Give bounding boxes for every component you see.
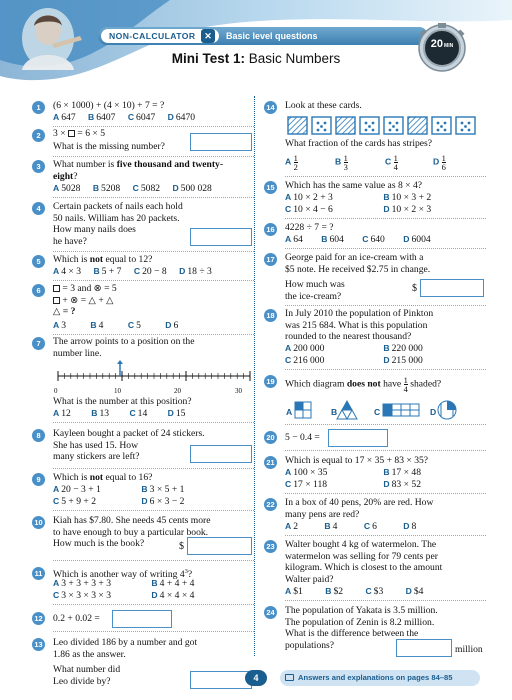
question-text: George paid for an ice-cream with a $5 note. He received $2.75 in change. How much was the ice-cream? bbox=[285, 252, 431, 302]
page-number: 4 bbox=[245, 670, 267, 686]
question-number: 3 bbox=[32, 160, 45, 173]
question-text: Which is another way of writing $4^3$? bbox=[53, 568, 193, 581]
answer-options-row2 bbox=[285, 355, 433, 366]
question-number: 23 bbox=[264, 540, 277, 553]
answer-options-row2 bbox=[53, 496, 194, 507]
option-a[interactable]: A bbox=[286, 407, 293, 417]
option-c[interactable]: C $3 bbox=[365, 586, 384, 597]
option-c[interactable]: C 17 × 118 bbox=[285, 479, 328, 490]
header bbox=[0, 0, 512, 88]
option-b[interactable]: B 5208 bbox=[92, 183, 121, 194]
blank-box-icon bbox=[68, 130, 75, 137]
cards-figure bbox=[286, 116, 486, 136]
striped-card bbox=[288, 117, 307, 134]
card-dot bbox=[461, 122, 464, 125]
question-text: Which is not equal to 12? bbox=[53, 254, 153, 265]
option-d[interactable]: D $\frac{1}{6}$ bbox=[433, 153, 446, 172]
shaded-diagrams bbox=[285, 398, 485, 422]
card-dot bbox=[444, 129, 447, 132]
option-d[interactable]: D 6 × 3 − 2 bbox=[141, 496, 185, 507]
number-line bbox=[56, 360, 252, 386]
option-c[interactable]: C 216 000 bbox=[285, 355, 325, 366]
answer-box[interactable] bbox=[187, 537, 252, 555]
diagram-b bbox=[337, 401, 357, 419]
question-number: 10 bbox=[32, 516, 45, 529]
card-dot bbox=[317, 122, 320, 125]
question-text: = 3 and ⊗ = 5 + ⊗ = △ + △ △ = ? bbox=[53, 283, 117, 317]
question-number: 15 bbox=[264, 181, 277, 194]
answer-options-row1 bbox=[285, 343, 433, 354]
page-title: Mini Test 1: Basic Numbers bbox=[171, 51, 341, 66]
option-d[interactable]: D 83 × 52 bbox=[383, 479, 422, 490]
option-c[interactable]: C $\frac{1}{4}$ bbox=[385, 153, 398, 172]
answers-reference: Answers and explanations on pages 84–85 bbox=[280, 670, 480, 686]
option-c[interactable]: C 5 bbox=[127, 320, 141, 331]
separator bbox=[285, 176, 486, 177]
million-unit: million bbox=[455, 644, 483, 655]
question-number: 16 bbox=[264, 223, 277, 236]
question-number: 22 bbox=[264, 498, 277, 511]
answer-box[interactable] bbox=[328, 429, 388, 447]
card-dot bbox=[392, 125, 395, 128]
separator bbox=[285, 369, 486, 370]
separator bbox=[53, 422, 254, 423]
card-dot bbox=[389, 122, 392, 125]
option-d[interactable]: D 10 × 2 × 3 bbox=[383, 204, 432, 215]
card-dot bbox=[365, 122, 368, 125]
option-b[interactable]: B 10 × 3 + 2 bbox=[383, 192, 432, 203]
separator bbox=[53, 604, 254, 605]
question-text: Walter bought 4 kg of watermelon. The watermelon was selling for 79 cents per kilogram. Which is closest to the amount Walter paid? bbox=[285, 539, 443, 585]
option-a[interactable]: A 10 × 2 + 3 bbox=[285, 192, 333, 203]
option-b[interactable]: B 4 bbox=[90, 320, 104, 331]
option-a[interactable]: A 3 bbox=[53, 320, 67, 331]
card-dot bbox=[461, 129, 464, 132]
answer-options-row2 bbox=[285, 479, 431, 490]
option-d[interactable]: D 8 bbox=[403, 521, 417, 532]
separator bbox=[53, 631, 254, 632]
option-a[interactable]: A $\frac{1}{2}$ bbox=[285, 153, 298, 172]
question-number: 14 bbox=[264, 101, 277, 114]
separator bbox=[285, 535, 486, 536]
card-dot bbox=[372, 129, 375, 132]
option-b[interactable]: B 5 + 7 bbox=[93, 266, 122, 277]
dollar-unit: $ bbox=[412, 283, 417, 294]
question-text: The arrow points to a position on the number line. bbox=[53, 336, 195, 359]
option-d[interactable]: D 215 000 bbox=[383, 355, 423, 366]
triangle-symbol-icon: △ bbox=[106, 294, 114, 306]
question-text: Which diagram does not have $\frac{1}{4}$ shaded? bbox=[285, 375, 442, 394]
card-dot bbox=[440, 125, 443, 128]
question-number: 24 bbox=[264, 606, 277, 619]
separator bbox=[53, 334, 254, 335]
tick-label-0: 0 bbox=[54, 387, 58, 395]
card-dot bbox=[324, 122, 327, 125]
question-text: 0.2 + 0.02 = bbox=[53, 613, 100, 624]
card-dot bbox=[365, 129, 368, 132]
option-d[interactable]: D 6004 bbox=[403, 234, 431, 245]
option-a[interactable]: A 647 bbox=[53, 112, 76, 123]
option-c[interactable]: C 5082 bbox=[132, 183, 161, 194]
question-text: Look at these cards. bbox=[285, 100, 362, 111]
option-a[interactable]: A 3 + 3 + 3 + 3 bbox=[53, 578, 112, 589]
question-number: 9 bbox=[32, 473, 45, 486]
tick-label-20: 20 bbox=[174, 387, 181, 395]
separator bbox=[53, 197, 254, 198]
question-number: 4 bbox=[32, 202, 45, 215]
option-d[interactable]: D 4 × 4 × 4 bbox=[151, 590, 195, 601]
option-b[interactable]: B 4 bbox=[324, 521, 338, 532]
card-dot bbox=[396, 122, 399, 125]
answer-options-row1 bbox=[285, 467, 431, 478]
column-divider bbox=[254, 96, 255, 656]
separator bbox=[285, 424, 486, 425]
square-symbol-icon bbox=[53, 285, 60, 292]
answer-options bbox=[285, 150, 485, 174]
question-text: 4228 ÷ 7 = ? bbox=[285, 222, 334, 233]
diagram-c bbox=[383, 404, 419, 416]
separator bbox=[53, 126, 254, 127]
answer-box[interactable] bbox=[190, 133, 252, 151]
separator bbox=[285, 600, 486, 601]
card-dot bbox=[317, 129, 320, 132]
card-dot bbox=[464, 125, 467, 128]
answer-box[interactable] bbox=[112, 610, 172, 628]
card-dot bbox=[437, 129, 440, 132]
answer-box[interactable] bbox=[190, 671, 252, 689]
option-b[interactable]: B bbox=[331, 407, 338, 417]
option-b[interactable]: B 4 + 4 + 4 bbox=[151, 578, 195, 589]
non-calculator-label: NON-CALCULATOR bbox=[101, 29, 219, 43]
question-number: 13 bbox=[32, 638, 45, 651]
card-dot bbox=[372, 122, 375, 125]
question-number: 12 bbox=[32, 612, 45, 625]
card-dot bbox=[437, 122, 440, 125]
option-b[interactable]: B 3 × 5 + 1 bbox=[141, 484, 185, 495]
answer-options-row1 bbox=[53, 578, 204, 589]
card-dot bbox=[368, 125, 371, 128]
book-icon bbox=[285, 674, 294, 681]
option-b[interactable]: B 604 bbox=[321, 234, 344, 245]
diagram-a bbox=[295, 402, 311, 418]
level-label: Basic level questions bbox=[226, 31, 318, 41]
option-b[interactable]: B $\frac{1}{3}$ bbox=[335, 153, 348, 172]
question-text: (6 × 1000) + (4 × 10) + 7 = ? bbox=[53, 100, 165, 111]
option-a[interactable]: A 64 bbox=[285, 234, 303, 245]
answer-options bbox=[53, 112, 205, 123]
option-a[interactable]: A 2 bbox=[285, 521, 299, 532]
question-text: Certain packets of nails each hold 50 nails. William has 20 packets. How many nails does he have? bbox=[53, 201, 183, 247]
triangle-symbol-icon: △ bbox=[88, 294, 96, 306]
option-a[interactable]: A 4 × 3 bbox=[53, 266, 82, 277]
answer-options-row2 bbox=[285, 204, 441, 215]
answer-options bbox=[285, 586, 433, 597]
question-text: In July 2010 the population of Pinkton was 215 684. What is this population rounded to the nearest thousand? bbox=[285, 308, 434, 342]
separator bbox=[285, 305, 486, 306]
question-text: The population of Yakata is 3.5 million. The population of Zenin is 8.2 million. What is the difference between the populations? bbox=[285, 605, 438, 651]
answer-options bbox=[53, 266, 222, 277]
question-text: What number is five thousand and twenty-eight? bbox=[53, 159, 224, 182]
question-text: Kayleen bought a packet of 24 stickers. She has used 15. How many stickers are left? bbox=[53, 428, 205, 462]
option-d[interactable]: D 15 bbox=[167, 408, 186, 419]
card-dot bbox=[468, 129, 471, 132]
answer-box[interactable] bbox=[396, 639, 452, 657]
answer-options-row2 bbox=[53, 590, 204, 601]
option-c[interactable]: C 6 bbox=[363, 521, 377, 532]
option-c[interactable]: C 640 bbox=[362, 234, 385, 245]
option-d[interactable]: D $4 bbox=[405, 586, 424, 597]
separator bbox=[53, 468, 254, 469]
card-dot bbox=[396, 129, 399, 132]
option-a[interactable]: A 20 − 3 + 1 bbox=[53, 484, 101, 495]
dollar-unit: $ bbox=[179, 541, 184, 552]
question-text: Which is equal to 17 × 35 + 83 × 35? bbox=[285, 455, 429, 466]
option-c[interactable]: C 14 bbox=[129, 408, 148, 419]
option-d[interactable]: D 6 bbox=[165, 320, 179, 331]
tick-label-10: 10 bbox=[114, 387, 121, 395]
card-dot bbox=[468, 122, 471, 125]
question-text: Leo divided 186 by a number and got 1.86 as the answer. What number did Leo divide by? bbox=[53, 637, 198, 687]
answer-options bbox=[53, 408, 195, 419]
question-number: 21 bbox=[264, 456, 277, 469]
separator bbox=[53, 251, 254, 252]
answer-options-row1 bbox=[53, 484, 194, 495]
separator bbox=[53, 156, 254, 157]
question-number: 11 bbox=[32, 567, 45, 580]
question-number: 17 bbox=[264, 253, 277, 266]
option-b[interactable]: B 17 × 48 bbox=[383, 467, 422, 478]
question-text: Which has the same value as 8 × 4? bbox=[285, 180, 423, 191]
circle-cross-symbol-icon: ⊗ bbox=[93, 283, 102, 294]
question-number: 7 bbox=[32, 337, 45, 350]
separator bbox=[285, 218, 486, 219]
question-number: 5 bbox=[32, 255, 45, 268]
option-a[interactable]: A 5028 bbox=[53, 183, 81, 194]
question-text-line2: What is the missing number? bbox=[53, 141, 165, 152]
option-a[interactable]: A 12 bbox=[53, 408, 71, 419]
square-symbol-icon bbox=[53, 297, 60, 304]
tick-label-30: 30 bbox=[235, 387, 242, 395]
answer-options bbox=[285, 234, 441, 245]
answer-box[interactable] bbox=[420, 279, 484, 297]
arrow-marker-icon bbox=[117, 360, 123, 364]
option-b[interactable]: B $2 bbox=[325, 586, 344, 597]
no-calculator-icon: ✕ bbox=[201, 29, 215, 43]
answer-options bbox=[285, 521, 426, 532]
question-text: Kiah has $7.80. She needs 45 cents more to have enough to buy a particular book. How much is the book? bbox=[53, 515, 211, 549]
option-c[interactable]: C 20 − 8 bbox=[133, 266, 167, 277]
card-dot bbox=[389, 129, 392, 132]
striped-card bbox=[408, 117, 427, 134]
question-text: Which is not equal to 16? bbox=[53, 472, 153, 483]
question-number: 19 bbox=[264, 375, 277, 388]
striped-card bbox=[336, 117, 355, 134]
circle-cross-symbol-icon: ⊗ bbox=[70, 294, 79, 306]
question-subtext: What is the number at this position? bbox=[53, 396, 192, 407]
option-d[interactable]: D 500 028 bbox=[172, 183, 212, 194]
answer-options bbox=[53, 320, 188, 331]
question-number: 2 bbox=[32, 129, 45, 142]
option-a[interactable]: A 100 × 35 bbox=[285, 467, 328, 478]
option-d[interactable]: D 6470 bbox=[167, 112, 196, 123]
card-dot bbox=[444, 122, 447, 125]
question-text: 3 × = 6 × 5 bbox=[53, 128, 106, 139]
question-text: 5 − 0.4 = bbox=[285, 432, 320, 443]
question-text-line2: What fraction of the cards has stripes? bbox=[285, 138, 433, 149]
separator bbox=[53, 280, 254, 281]
triangle-symbol-icon: △ bbox=[53, 306, 61, 317]
card-dot bbox=[320, 125, 323, 128]
answer-box[interactable] bbox=[190, 445, 252, 463]
separator bbox=[285, 248, 486, 249]
option-a[interactable]: A $1 bbox=[285, 586, 303, 597]
answer-box[interactable] bbox=[190, 228, 252, 246]
question-text: In a box of 40 pens, 20% are red. How many pens are red? bbox=[285, 497, 434, 520]
question-number: 6 bbox=[32, 284, 45, 297]
option-c[interactable]: C 10 × 4 − 6 bbox=[285, 204, 333, 215]
question-number: 20 bbox=[264, 431, 277, 444]
separator bbox=[285, 450, 486, 451]
option-d[interactable]: D 18 ÷ 3 bbox=[179, 266, 212, 277]
option-a[interactable]: A 200 000 bbox=[285, 343, 325, 354]
question-number: 1 bbox=[32, 101, 45, 114]
question-number: 18 bbox=[264, 309, 277, 322]
option-c[interactable]: C bbox=[374, 407, 381, 417]
option-b[interactable]: B 13 bbox=[91, 408, 110, 419]
question-number: 8 bbox=[32, 429, 45, 442]
card-dot bbox=[324, 129, 327, 132]
separator bbox=[285, 493, 486, 494]
timer-value: 20MIN bbox=[430, 38, 454, 50]
answer-options-row1 bbox=[285, 192, 441, 203]
answer-options bbox=[53, 183, 222, 194]
option-d[interactable]: D bbox=[430, 407, 437, 417]
option-b[interactable]: B 6407 bbox=[88, 112, 116, 123]
option-c[interactable]: C 6047 bbox=[127, 112, 156, 123]
option-b[interactable]: B 220 000 bbox=[383, 343, 423, 354]
separator bbox=[53, 510, 254, 511]
diagram-d bbox=[438, 401, 456, 419]
option-c[interactable]: C 5 + 9 + 2 bbox=[53, 496, 97, 507]
option-c[interactable]: C 3 × 3 × 3 × 3 bbox=[53, 590, 112, 601]
separator bbox=[53, 560, 254, 561]
